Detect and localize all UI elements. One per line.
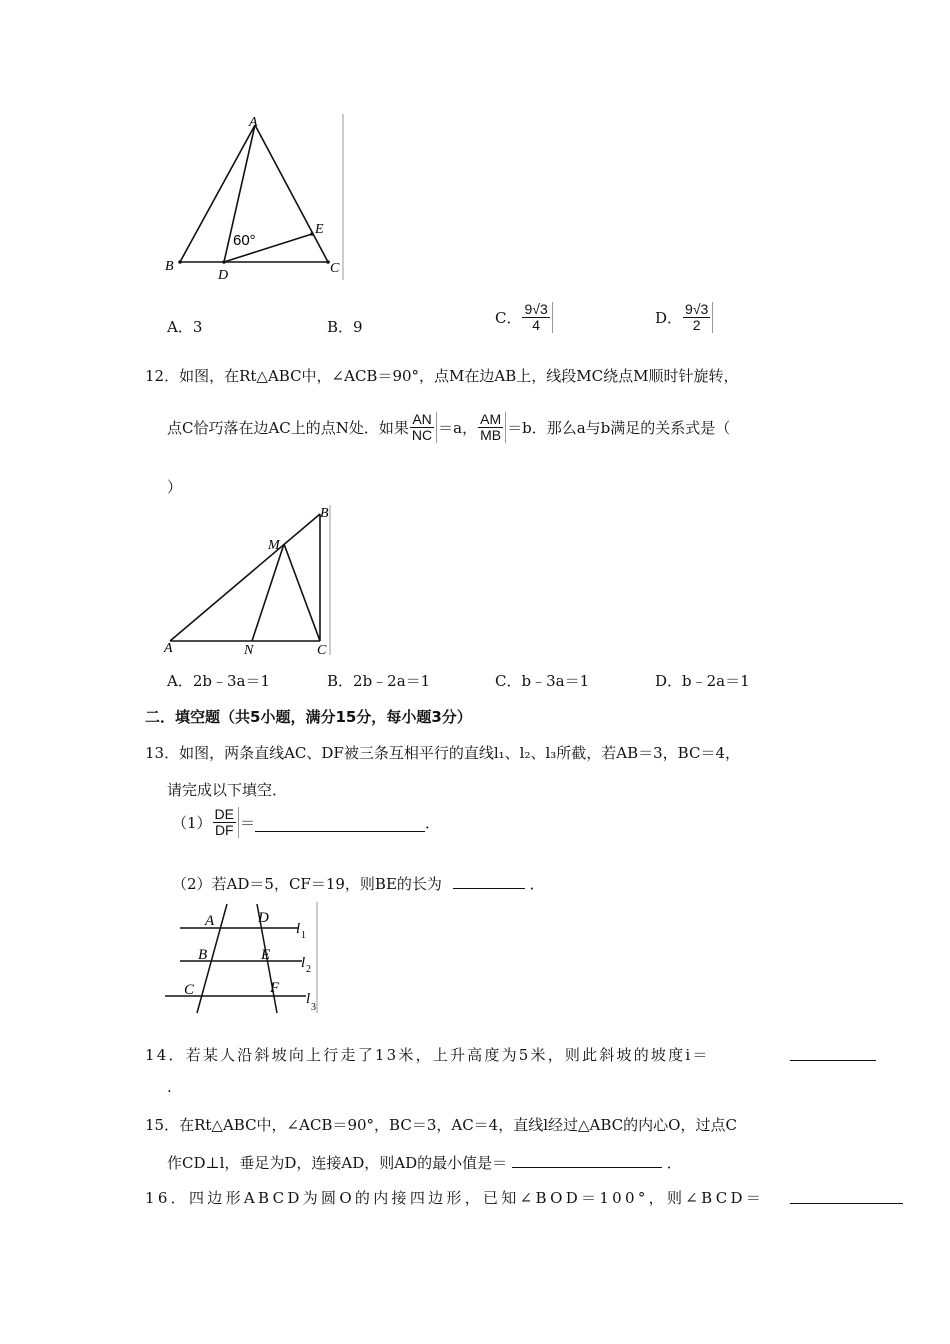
label-n: N bbox=[244, 643, 254, 658]
label-l2: l bbox=[301, 955, 306, 971]
fraction-numerator: AN bbox=[412, 411, 432, 427]
q13-fraction-de-df bbox=[213, 807, 239, 838]
label-l3-subscript: 3 bbox=[311, 1002, 316, 1013]
label-d: D bbox=[258, 910, 269, 926]
angle-label: 60° bbox=[233, 232, 256, 249]
q16-answer-blank[interactable] bbox=[790, 1186, 903, 1204]
label-m: M bbox=[268, 538, 280, 553]
figure-q13 bbox=[160, 900, 325, 1018]
q11-option-c bbox=[495, 302, 554, 333]
fraction-denominator: 2 bbox=[692, 317, 701, 333]
section-heading: 二．填空题（共5小题，满分15分，每小题3分） bbox=[145, 708, 472, 726]
segment-mc bbox=[284, 544, 320, 641]
q15-line2 bbox=[167, 1152, 682, 1173]
q12-line2-end: ＝b．那么a与b满足的关系式是（ bbox=[507, 419, 731, 437]
label-e: E bbox=[315, 222, 324, 237]
label-e: E bbox=[261, 947, 271, 963]
fraction-numerator: AM bbox=[480, 411, 502, 427]
q12-line2-mid: ＝a， bbox=[438, 419, 478, 437]
q12-line1: 12．如图，在Rt△ABC中，∠ACB＝90°，点M在边AB上，线段MC绕点M顺时针旋转， bbox=[145, 367, 739, 385]
label-b: B bbox=[320, 506, 329, 521]
label-c: C bbox=[184, 982, 195, 998]
q11-option-d bbox=[655, 302, 714, 333]
fraction-numerator: DE bbox=[214, 806, 234, 822]
label-c: C bbox=[317, 643, 327, 658]
figure-q12 bbox=[160, 500, 340, 660]
label-b: B bbox=[165, 259, 174, 274]
q12-line2-start: 点C恰巧落在边AC上的点N处．如果 bbox=[167, 419, 409, 437]
q12-option-c: C．b﹣3a＝1 bbox=[495, 672, 590, 690]
q13-part1-label: （1） bbox=[172, 814, 212, 832]
label-a: A bbox=[164, 641, 173, 656]
q13-part2-answer-blank[interactable] bbox=[453, 874, 525, 889]
q11-option-a: A．3 bbox=[167, 318, 203, 336]
side-ab bbox=[170, 514, 320, 641]
fraction-denominator: NC bbox=[411, 427, 433, 443]
q14-line1 bbox=[145, 1044, 710, 1065]
q16-text: 16．四边形ABCD为圆O的内接四边形，已知∠BOD＝100°，则∠BCD＝ bbox=[145, 1189, 765, 1207]
q14-line2: . bbox=[167, 1078, 172, 1096]
q12-fraction-am-mb bbox=[478, 412, 506, 443]
fraction-denominator: DF bbox=[214, 822, 234, 838]
q11-option-c-prefix: C． bbox=[495, 309, 522, 327]
q12-option-b: B．2b﹣2a＝1 bbox=[327, 672, 431, 690]
fraction-denominator: 4 bbox=[532, 317, 541, 333]
q12-line2 bbox=[167, 412, 730, 443]
q13-part1-eq: ＝ bbox=[240, 814, 256, 832]
q13-part1-end: ． bbox=[425, 814, 441, 832]
q11-option-b: B．9 bbox=[327, 318, 363, 336]
q12-fraction-an-nc bbox=[410, 412, 437, 443]
q15-line2-text: 作CD⊥l，垂足为D，连接AD，则AD的最小值是＝ bbox=[167, 1154, 508, 1172]
q13-part2 bbox=[172, 873, 544, 894]
q13-part2-end: ． bbox=[529, 875, 545, 893]
q11-option-d-fraction bbox=[683, 302, 713, 333]
q11-option-d-prefix: D． bbox=[655, 309, 683, 327]
q14-text: 14．若某人沿斜坡向上行走了13米，上升高度为5米，则此斜坡的坡度i＝ bbox=[145, 1046, 710, 1064]
label-a: A bbox=[249, 115, 258, 130]
label-c: C bbox=[330, 261, 340, 276]
q13-part1 bbox=[172, 807, 440, 838]
label-b: B bbox=[198, 947, 208, 963]
q13-line1: 13．如图，两条直线AC、DF被三条互相平行的直线l₁、l₂、l₃所截，若AB＝3，BC＝4， bbox=[145, 744, 740, 762]
q13-part1-answer-blank[interactable] bbox=[255, 813, 425, 832]
q15-answer-blank[interactable] bbox=[512, 1153, 662, 1168]
label-l3: l bbox=[306, 991, 311, 1007]
side-ac bbox=[255, 125, 328, 262]
q14-answer-blank[interactable] bbox=[790, 1043, 876, 1061]
q13-line2: 请完成以下填空． bbox=[167, 781, 288, 799]
fraction-numerator: 9√3 bbox=[524, 301, 548, 317]
fraction-denominator: MB bbox=[480, 427, 502, 443]
q16-line1 bbox=[145, 1187, 764, 1208]
q15-line2-end: ． bbox=[666, 1154, 682, 1172]
q12-option-d: D．b﹣2a＝1 bbox=[655, 672, 750, 690]
q12-option-a: A．2b﹣3a＝1 bbox=[167, 672, 271, 690]
label-l1: l bbox=[296, 921, 301, 937]
label-l1-subscript: 1 bbox=[301, 930, 306, 941]
q15-line1: 15．在Rt△ABC中，∠ACB＝90°，BC＝3，AC＝4，直线l经过△ABC的内心O，过点C bbox=[145, 1116, 737, 1134]
fraction-numerator: 9√3 bbox=[685, 301, 709, 317]
figure-q11 bbox=[160, 110, 350, 285]
label-f: F bbox=[270, 980, 280, 996]
q13-part2-text: （2）若AD＝5，CF＝19，则BE的长为 bbox=[172, 875, 442, 893]
q12-line3: ） bbox=[167, 478, 183, 496]
label-d: D bbox=[218, 268, 229, 283]
label-l2-subscript: 2 bbox=[306, 964, 311, 975]
q11-option-c-fraction bbox=[522, 302, 552, 333]
label-a: A bbox=[205, 913, 215, 929]
